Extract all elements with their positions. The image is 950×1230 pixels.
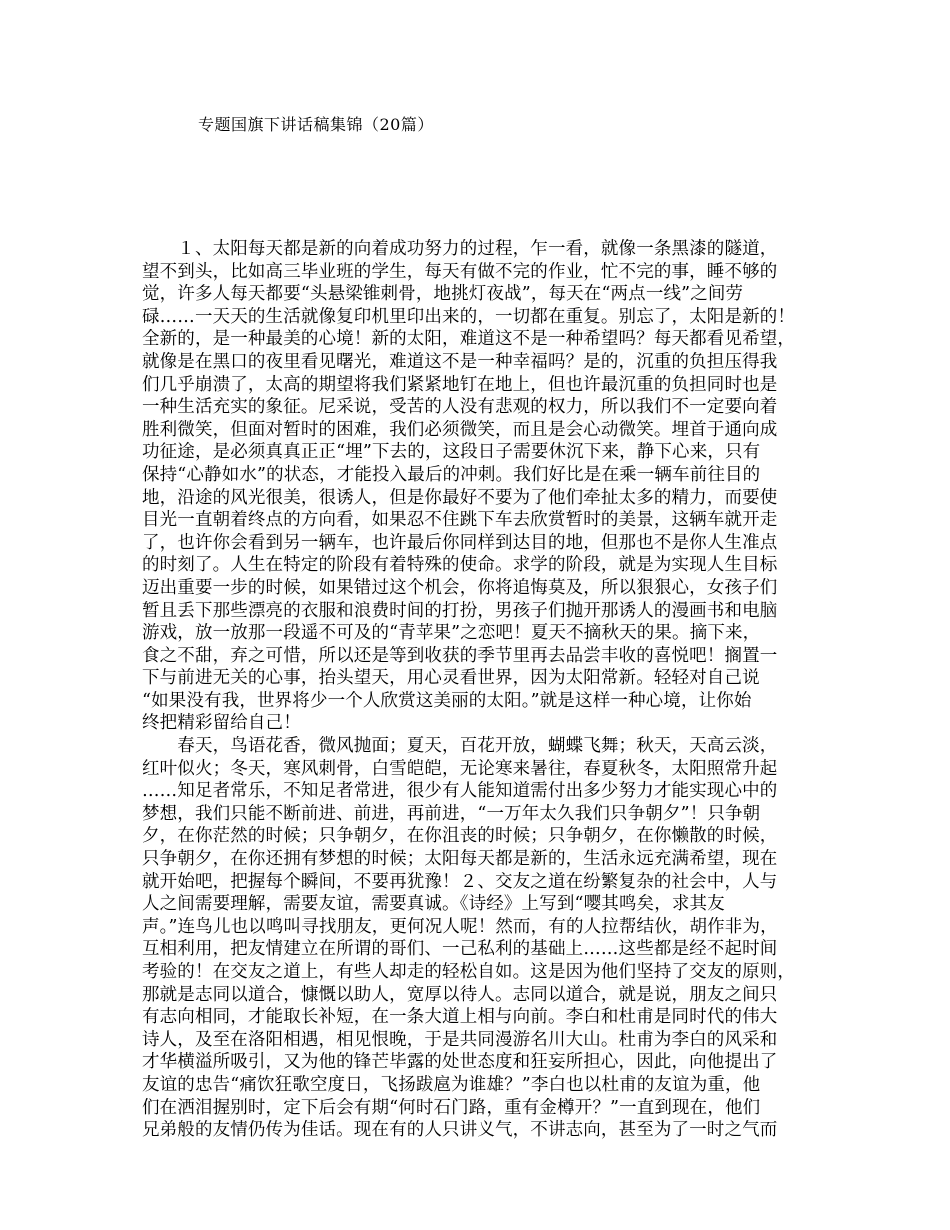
text-line: 全新的，是一种最美的心境！新的太阳，难道这不是一种希望吗？每天都看见希望， xyxy=(142,329,796,350)
text-line: 们在洒泪握别时，定下后会有期“何时石门路，重有金樽开？”一直到现在，他们 xyxy=(142,1097,761,1118)
text-line: ……知足者常乐，不知足者常进，很少有人能知道需付出多少努力才能实现心中的 xyxy=(142,781,778,802)
text-line: 友谊的忠告“痛饮狂歌空度日，飞扬跋扈为谁雄？”李白也以杜甫的友谊为重，他 xyxy=(142,1074,761,1095)
text-line: 迈出重要一步的时候，如果错过这个机会，你将追悔莫及，所以狠狠心，女孩子们 xyxy=(142,577,778,598)
text-line: 就开始吧，把握每个瞬间，不要再犹豫！２、交友之道在纷繁复杂的社会中，人与 xyxy=(142,871,778,892)
text-line: 终把精彩留给自己！ xyxy=(142,713,301,734)
text-line: 只争朝夕，在你还拥有梦想的时候；太阳每天都是新的，生活永远充满希望，现在 xyxy=(142,848,778,869)
text-line: 有志向相同，才能取长补短，在一条大道上相与向前。李白和杜甫是同时代的伟大 xyxy=(142,1007,778,1028)
text-line: 考验的！在交友之道上，有些人却走的轻松自如。这是因为他们坚持了交友的原则， xyxy=(142,961,796,982)
text-line: 地，沿途的风光很美，很诱人，但是你最好不要为了他们牵扯太多的精力，而要使 xyxy=(142,487,778,508)
text-line: 人之间需要理解，需要友谊，需要真诚。《诗经》上写到“嘤其鸣矣，求其友 xyxy=(142,894,725,915)
text-line: 食之不甜，弃之可惜，所以还是等到收获的季节里再去品尝丰收的喜悦吧！搁置一 xyxy=(142,645,778,666)
text-line: 那就是志同以道合，慷慨以助人，宽厚以待人。志同以道合，就是说，朋友之间只 xyxy=(142,984,778,1005)
text-line: “如果没有我，世界将少一个人欣赏这美丽的太阳。”就是这样一种心境，让你始 xyxy=(142,690,752,711)
text-line: 暂且丢下那些漂亮的衣服和浪费时间的打扮，男孩子们抛开那诱人的漫画书和电脑 xyxy=(142,600,778,621)
text-line: 下与前进无关的心事，抬头望天，用心灵看世界，因为太阳常新。轻轻对自己说 xyxy=(142,668,760,689)
text-line: 红叶似火；冬天，寒风刺骨，白雪皑皑，无论寒来暑往，春夏秋冬，太阳照常升起 xyxy=(142,758,778,779)
text-line: 胜利微笑，但面对暂时的困难，我们必须微笑，而且是会心动微笑。埋首于通向成 xyxy=(142,419,778,440)
text-line: 游戏，放一放那一段遥不可及的“青苹果”之恋吧！夏天不摘秋天的果。摘下来， xyxy=(142,623,761,644)
text-line: 诗人，及至在洛阳相遇，相见恨晚，于是共同漫游名川大山。杜甫为李白的风采和 xyxy=(142,1029,778,1050)
text-line: 了，也许你会看到另一辆车，也许最后你同样到达目的地，但那也不是你人生准点 xyxy=(142,532,778,553)
text-line: 们几乎崩溃了，太高的期望将我们紧紧地钉在地上，但也许最沉重的负担同时也是 xyxy=(142,374,778,395)
text-line: 一种生活充实的象征。尼采说，受苦的人没有悲观的权力，所以我们不一定要向着 xyxy=(142,397,778,418)
paragraph-2 xyxy=(142,735,822,1142)
text-line: 就像是在黑口的夜里看见曙光，难道这不是一种幸福吗？是的，沉重的负担压得我 xyxy=(142,351,778,372)
text-line: 望不到头，比如高三毕业班的学生，每天有做不完的作业，忙不完的事，睡不够的 xyxy=(142,261,778,282)
text-line: 保持“心静如水”的状态，才能投入最后的冲刺。我们好比是在乘一辆车前往目的 xyxy=(142,464,761,485)
text-line: 碌……一天天的生活就像复印机里印出来的，一切都在重复。别忘了，太阳是新的！ xyxy=(142,306,796,327)
text-line: 兄弟般的友情仍传为佳话。现在有的人只讲义气，不讲志向，甚至为了一时之气而 xyxy=(142,1120,778,1141)
text-line: 春天，鸟语花香，微风抛面；夏天，百花开放，蝴蝶飞舞；秋天，天高云淡， xyxy=(142,736,778,756)
text-line: 夕，在你茫然的时候；只争朝夕，在你沮丧的时候；只争朝夕，在你懒散的时候， xyxy=(142,826,778,847)
text-line: 声。”连鸟儿也以鸣叫寻找朋友，更何况人呢！然而，有的人拉帮结伙，胡作非为， xyxy=(142,916,778,937)
text-line: １、太阳每天都是新的向着成功努力的过程，乍一看，就像一条黑漆的隧道， xyxy=(142,239,778,259)
text-line: 觉，许多人每天都要“头悬梁锥刺骨，地挑灯夜战”，每天在“两点一线”之间劳 xyxy=(142,284,744,305)
text-line: 的时刻了。人生在特定的阶段有着特殊的使命。求学的阶段，就是为实现人生目标 xyxy=(142,555,778,576)
text-line: 才华横溢所吸引，又为他的锋芒毕露的处世态度和狂妄所担心，因此，向他提出了 xyxy=(142,1052,778,1073)
text-line: 目光一直朝着终点的方向看，如果忍不住跳下车去欣赏暂时的美景，这辆车就开走 xyxy=(142,510,778,531)
text-line: 互相利用，把友情建立在所谓的哥们、一己私利的基础上……这些都是经不起时间 xyxy=(142,939,778,960)
document-title: 专题国旗下讲话稿集锦（20篇） xyxy=(198,115,434,134)
text-line: 梦想，我们只能不断前进、前进，再前进，“一万年太久我们只争朝夕”！只争朝 xyxy=(142,803,761,824)
text-line: 功征途，是必须真真正正“埋”下去的，这段日子需要休沉下来，静下心来，只有 xyxy=(142,442,761,463)
paragraph-1 xyxy=(142,238,822,735)
